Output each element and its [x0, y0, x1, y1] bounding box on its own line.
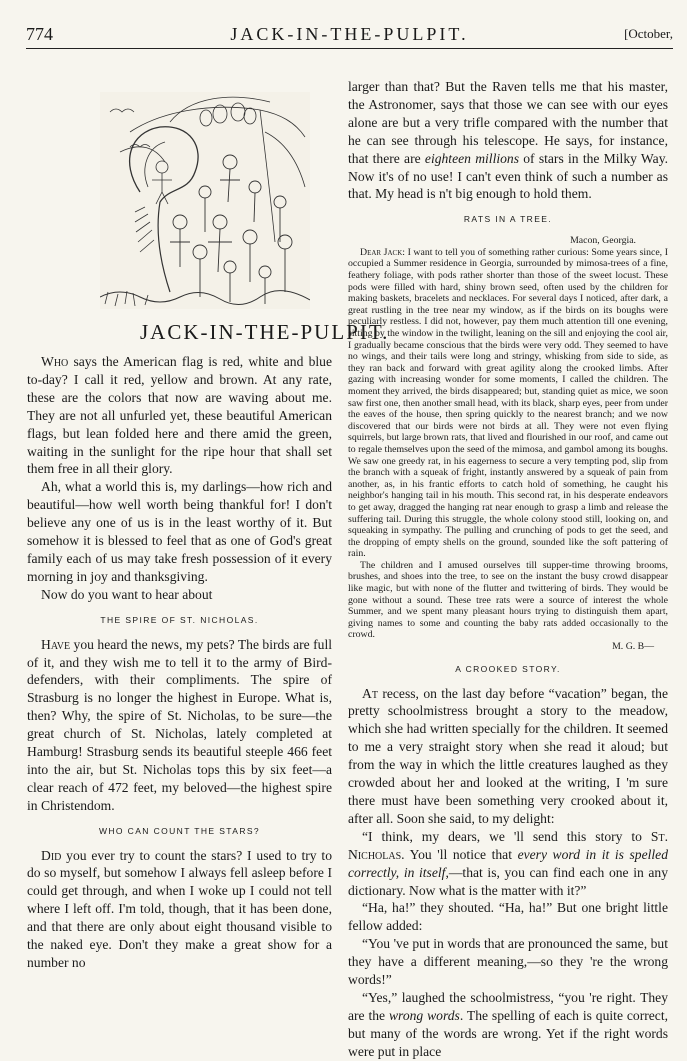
rats-dateline: Macon, Georgia.: [570, 235, 636, 247]
crooked-text-5a: “Yes,” laughed the schoolmistress, “you 're right. They are the: [348, 989, 668, 1023]
crooked-text-2a: “I think, my dears, we 'll send this story to: [362, 828, 651, 844]
feature-title: JACK-IN-THE-PULPIT.: [140, 320, 390, 344]
stars-cont-emphasis: eighteen millions: [424, 150, 520, 166]
rats-salutation: Dear Jack: [360, 246, 403, 258]
intro-lead-word: Who: [41, 354, 69, 369]
st-nicholas-name: St. Nicholas: [348, 828, 668, 862]
stars-paragraph: [27, 847, 332, 972]
crooked-paragraph-1: [348, 685, 668, 828]
rats-signature: M. G. B—: [612, 641, 654, 653]
stars-heading: WHO CAN COUNT THE STARS?: [98, 825, 261, 836]
crooked-text-1: recess, on the last day before “vacation” began, the pretty schoolmistress brought a story to the meadow, which she had written specially for the children. It seemed to me a very straight story when she read it aloud; but from the way in which the little creatures laughed as they crowded about her and looked at the writing, I 'm sure there must have been something very crooked about it, after all. Soon she said, to my delight:: [348, 685, 668, 826]
rats-letter: [348, 235, 668, 652]
crooked-paragraph-3: “Ha, ha!” they shouted. “Ha, ha!” But one bright little fellow added:: [348, 900, 668, 934]
crooked-text-2c: ,—that is, you can find each one in any dictionary. Now what is the matter with it?”: [348, 864, 668, 898]
spire-lead-word: Have: [41, 636, 71, 652]
rats-heading: RATS IN A TREE.: [463, 214, 553, 225]
rats-paragraph-1: [348, 247, 668, 560]
stars-cont-text-b: of stars in the Milky Way. Now it's of no use! I can't even think of such a number as that. My head is n't big enough to hold them.: [348, 150, 669, 202]
right-column: [348, 78, 668, 1061]
transition-paragraph: Now do you want to hear about: [41, 586, 213, 602]
crooked-heading: A CROOKED STORY.: [455, 663, 561, 674]
header-rule: [26, 48, 673, 49]
stars-cont-text-a: larger than that? But the Raven tells me that his master, the Astronomer, says that those we can see with our eyes alone are but a very trifle compared with the number that he can see through his telescope. He says, for instance, that there are: [348, 79, 668, 166]
crooked-emphasis-2: wrong words: [388, 1007, 460, 1023]
spire-paragraph: [27, 636, 332, 815]
rats-paragraph-2: The children and I amused ourselves till supper-time throwing brooms, brushes, and shoes into the tree, to see on the instant the busy crowd disappear like magic, but with none of the flutter and twittering of birds. They would be gone without a sound. These tree rats were a source of interest the whole Summer, and we spent many pleasant hours trying to distinguish them apart, giving names to some and counting the baby rats added occasionally to the crowd.: [348, 559, 668, 641]
crooked-text-5b: . The spelling of each is quite correct, but many of the words are wrong. Yet if the right words were put in place: [348, 1007, 668, 1059]
running-month: [October,: [624, 26, 673, 41]
spire-text: you heard the news, my pets? The birds are full of it, and they wish me to tell it to the army of Bird-defenders, with their compliments. The spire of Strasburg is no longer the highest in Europe. What is, then? Why, the spire of St. Nicholas, to be sure—the great church of St. Nicholas, lately completed at Hamburg! Strasburg sends its beautiful steeple 466 feet into the air, but St. Nicholas tops this by six feet—a clear reach of 472 feet, my beloved—the highest spire in Christendom.: [27, 636, 332, 813]
crooked-emphasis-1: every word in it is spelled correctly, in itself: [348, 846, 668, 880]
left-column: [27, 353, 332, 972]
crooked-lead-word: At: [362, 685, 378, 701]
stars-continued-paragraph: [348, 78, 668, 203]
world-paragraph: Ah, what a world this is, my darlings—how rich and beautiful—how well worth being thankful for! I don't believe any one of us is in the least worthy of it. But somehow it is blessed to feel that as one of God's great family each of us may take fresh possession of it every morning in joy and thanksgiving.: [27, 479, 332, 584]
stars-lead-word: Did: [41, 847, 62, 863]
page-number: 774: [26, 24, 53, 44]
jack-in-the-pulpit-engraving-icon: [100, 92, 310, 309]
crooked-text-2b: . You 'll notice that: [401, 846, 518, 862]
intro-text: says the American flag is red, white and blue to-day? I call it red, yellow and brown. At any rate, these are the colors that now are waving about me. They are not all unfurled yet, these beautiful American flags, but lean folded here and there amid the green, waiting in the sunlight for the ripe hour that shall set them free in all their glory.: [27, 354, 332, 477]
running-header: [26, 22, 673, 50]
rats-text-1: : I want to tell you of something rather curious: Some years since, I occupied a Summer residence in Georgia, surrounded by mimosa-trees of a fine, feathery foliage, with pods rather shorter than those of the sweet locust. These pods were filled with hard, shiny brown seed, often used by the children for making baskets, bracelets and necklaces. For several days I noticed, after dark, a great rustling in the tree near my window, as if the birds on its boughs were peculiarly restless. I did not, however, pay them much attention till one evening, sitting by the window in the twilight, leaning on the sill and enjoying the cool air, I gradually became conscious that the birds were very odd. They seemed to have no wings, and their tails were long and stringy, whisking from side to side, as they ran back and forward with great agility along the crooked limbs. After gazing with increasing wonder for some moments, I called the children. The moment they arrived, the birds disappeared; but, standing quiet as mice, we soon saw first one, then another small head, with its black, sharp eyes, peer from under the eaves of the house, then spring quickly to the nearest branch; and we now discovered that our birds were not birds at all. They were not even flying squirrels, but large brown rats, that lived and flourished in our roof, and came out to regale themselves upon the seed of the mimosa, and gambol among its boughs. We saw one greedy rat, in his eagerness to secure a very tempting pod, slip from the branch with a squeak of fright, instantly answered by a squeak of pain from another, as, in his frantic efforts to catch hold of something, he caught his neighbor's hanging tail in his mouth. This second rat, in his desperate endeavors to get away, dragged the hanging rat near enough to grasp a limb and release the suffering tail. During this struggle, the whole colony stood still, looking on, and squeaking in sympathy. The pulling and crunching of pods to get the seed, and the dropping of empty shells on the ground, sounded like the soft pattering of rain.: [348, 246, 668, 560]
crooked-paragraph-4: “You 've put in words that are pronounced the same, but they have a different meaning,—so they 're the wrong words!”: [348, 936, 668, 988]
stars-text: you ever try to count the stars? I used to try to do so myself, but somehow I always fell asleep before I could get through, and when I woke up I could not tell where I left off. I'm told, though, that it has been done, and that there are only about eight thousand visible to the naked eye. Don't they make a great show for a number no: [27, 847, 332, 970]
crooked-paragraph-2: [348, 828, 668, 900]
intro-paragraph: [27, 353, 332, 478]
running-title: JACK-IN-THE-PULPIT.: [230, 24, 469, 44]
spire-heading: THE SPIRE OF ST. NICHOLAS.: [100, 614, 259, 625]
